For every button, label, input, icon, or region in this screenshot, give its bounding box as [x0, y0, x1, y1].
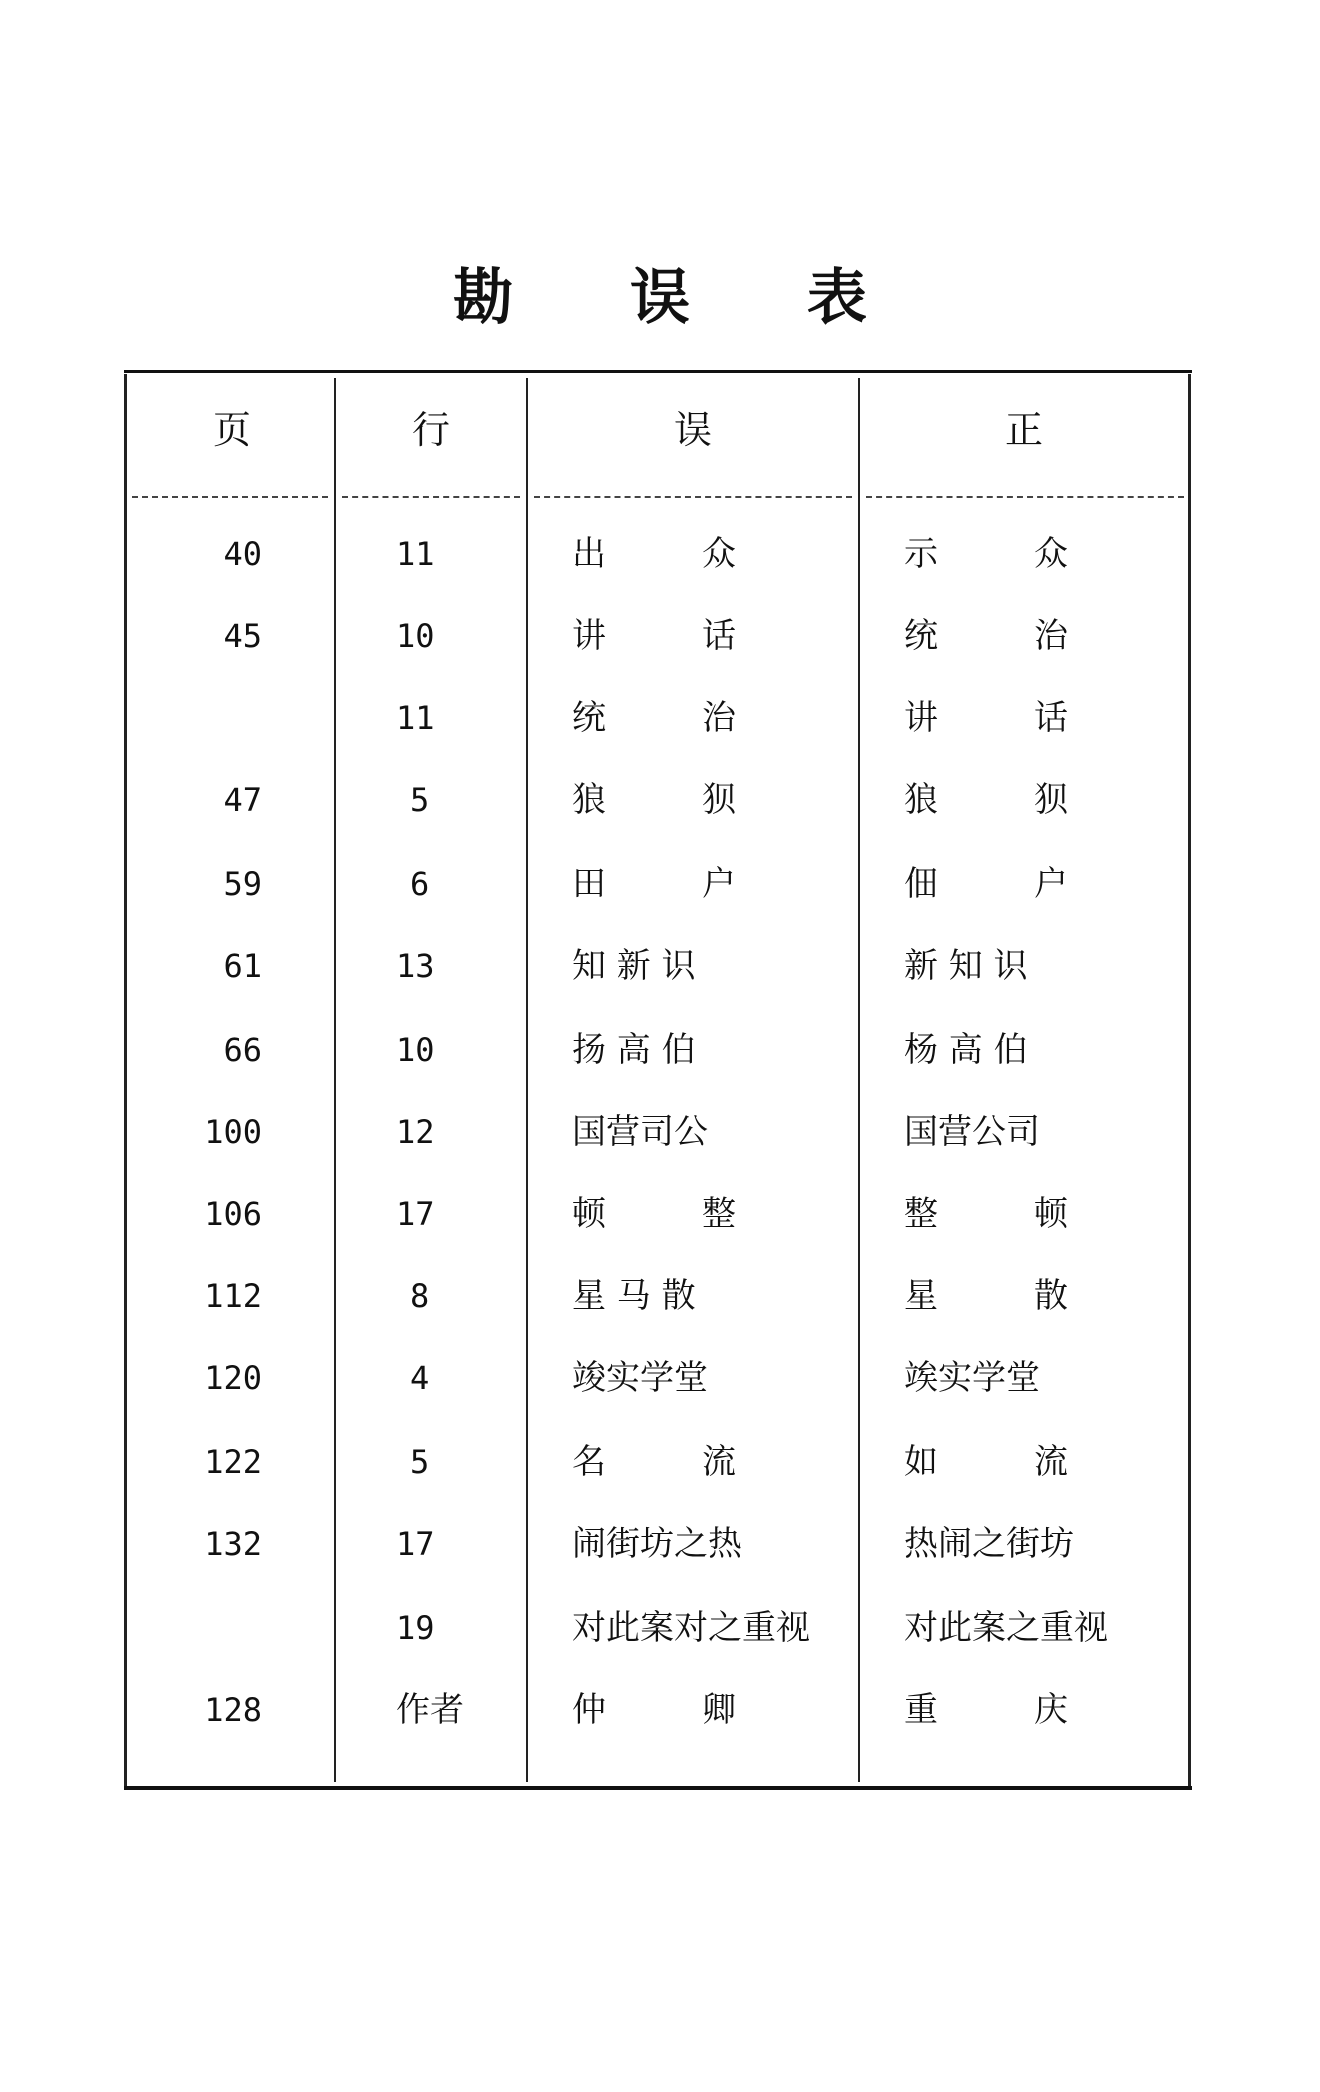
cell-page: 40 [223, 535, 262, 573]
cell-correct: 竢实学堂 [904, 1358, 1040, 1398]
cell-char: 统 [572, 698, 606, 738]
cell-page: 47 [223, 781, 262, 819]
errata-table [124, 370, 1192, 1790]
cell-line: 17 [396, 1195, 435, 1233]
column-divider [334, 378, 336, 1782]
page-title: 勘 误 表 [453, 263, 915, 333]
cell-page: 128 [204, 1691, 262, 1729]
cell-char: 话 [702, 616, 736, 656]
column-divider [526, 378, 528, 1782]
cell-char: 众 [1034, 534, 1068, 574]
cell-page: 66 [223, 1031, 262, 1069]
cell-line: 10 [396, 1031, 435, 1069]
cell-char: 佃 [904, 864, 938, 904]
cell-wrong: 扬 高 伯 [572, 1030, 696, 1070]
cell-char: 狼 [904, 780, 938, 820]
header-separator [866, 496, 1184, 498]
cell-page: 100 [204, 1113, 262, 1151]
cell-correct: 对此案之重视 [904, 1608, 1108, 1648]
cell-page: 61 [223, 947, 262, 985]
cell-char: 治 [702, 698, 736, 738]
cell-char: 星 [904, 1276, 938, 1316]
header-line: 行 [411, 408, 450, 452]
cell-page: 106 [204, 1195, 262, 1233]
cell-correct [904, 1442, 1068, 1482]
cell-line: 5 [410, 781, 430, 819]
cell-char: 统 [904, 616, 938, 656]
cell-line: 11 [396, 535, 435, 573]
cell-wrong: 竣实学堂 [572, 1358, 708, 1398]
cell-wrong [572, 864, 736, 904]
header-page: 页 [212, 408, 251, 452]
cell-char: 如 [904, 1442, 938, 1482]
cell-char: 户 [702, 864, 736, 904]
column-divider [858, 378, 860, 1782]
cell-correct: 杨 高 伯 [904, 1030, 1028, 1070]
table-left-border [124, 374, 127, 1786]
cell-correct: 热闹之街坊 [904, 1524, 1074, 1564]
cell-char: 庆 [1034, 1690, 1068, 1730]
table-bottom-rule [124, 1786, 1192, 1790]
cell-correct [904, 1690, 1068, 1730]
cell-char: 众 [702, 534, 736, 574]
cell-wrong: 闹街坊之热 [572, 1524, 742, 1564]
cell-line: 4 [410, 1359, 430, 1397]
cell-char: 卿 [702, 1690, 736, 1730]
cell-wrong [572, 1194, 736, 1234]
cell-page: 45 [223, 617, 262, 655]
cell-line: 13 [396, 947, 435, 985]
cell-page: 120 [204, 1359, 262, 1397]
cell-char: 讲 [572, 616, 606, 656]
header-separator [342, 496, 520, 498]
table-top-rule [124, 370, 1192, 373]
cell-line: 5 [410, 1443, 430, 1481]
cell-line: 10 [396, 617, 435, 655]
cell-char: 顿 [572, 1194, 606, 1234]
cell-char: 仲 [572, 1690, 606, 1730]
cell-correct [904, 780, 1068, 820]
cell-wrong [572, 616, 736, 656]
cell-char: 名 [572, 1442, 606, 1482]
cell-wrong: 对此案对之重视 [572, 1608, 810, 1648]
cell-char: 狈 [702, 780, 736, 820]
cell-page: 122 [204, 1443, 262, 1481]
cell-page: 132 [204, 1525, 262, 1563]
cell-wrong [572, 1442, 736, 1482]
cell-wrong [572, 534, 736, 574]
cell-wrong [572, 780, 736, 820]
cell-wrong: 知 新 识 [572, 946, 696, 986]
header-separator [132, 496, 328, 498]
cell-page: 112 [204, 1277, 262, 1315]
cell-char: 田 [572, 864, 606, 904]
table-right-border [1188, 374, 1191, 1786]
cell-char: 重 [904, 1690, 938, 1730]
cell-char: 流 [1034, 1442, 1068, 1482]
cell-correct [904, 616, 1068, 656]
cell-wrong: 星 马 散 [572, 1276, 696, 1316]
cell-char: 狈 [1034, 780, 1068, 820]
cell-correct [904, 698, 1068, 738]
cell-correct: 国营公司 [904, 1112, 1040, 1152]
cell-correct [904, 534, 1068, 574]
cell-line: 作者 [396, 1690, 464, 1730]
cell-char: 治 [1034, 616, 1068, 656]
cell-line: 12 [396, 1113, 435, 1151]
cell-correct: 新 知 识 [904, 946, 1028, 986]
cell-wrong: 国营司公 [572, 1112, 708, 1152]
cell-correct [904, 1276, 1068, 1316]
cell-char: 散 [1034, 1276, 1068, 1316]
cell-page: 59 [223, 865, 262, 903]
cell-char: 整 [904, 1194, 938, 1234]
cell-line: 6 [410, 865, 430, 903]
cell-correct [904, 1194, 1068, 1234]
cell-char: 顿 [1034, 1194, 1068, 1234]
cell-correct [904, 864, 1068, 904]
cell-line: 8 [410, 1277, 430, 1315]
cell-char: 户 [1034, 864, 1068, 904]
cell-char: 整 [702, 1194, 736, 1234]
cell-char: 话 [1034, 698, 1068, 738]
cell-char: 出 [572, 534, 606, 574]
cell-wrong [572, 1690, 736, 1730]
header-correct: 正 [1004, 408, 1043, 452]
cell-wrong [572, 698, 736, 738]
cell-char: 讲 [904, 698, 938, 738]
cell-char: 示 [904, 534, 938, 574]
cell-line: 11 [396, 699, 435, 737]
cell-char: 狼 [572, 780, 606, 820]
cell-line: 19 [396, 1609, 435, 1647]
cell-line: 17 [396, 1525, 435, 1563]
cell-char: 流 [702, 1442, 736, 1482]
header-separator [534, 496, 852, 498]
header-wrong: 误 [673, 408, 712, 452]
